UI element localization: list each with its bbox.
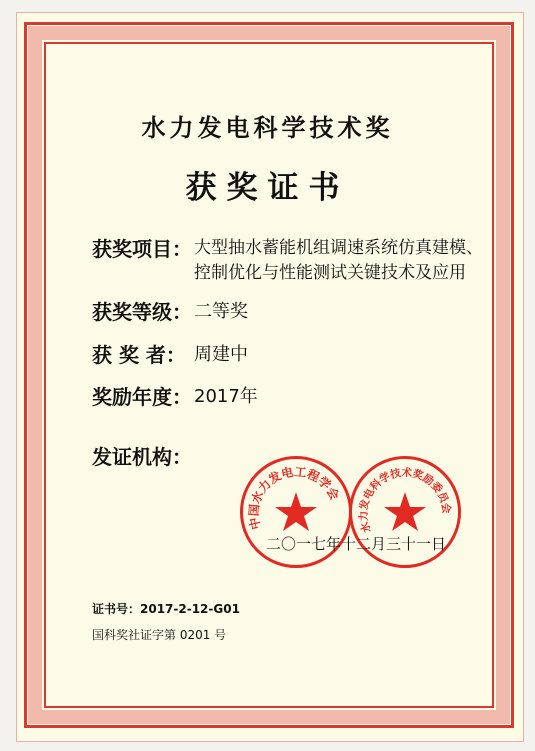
seal-1-text: 中国水力发电工程学会 — [246, 464, 342, 531]
winner-value: 周建中 — [194, 344, 248, 365]
certificate-number: 证书号：2017-2-12-G01 — [92, 602, 240, 616]
issuer-row — [92, 441, 192, 470]
certificate-heading: 获奖证书 — [185, 170, 350, 206]
winner-label: 获 奖 者： — [92, 343, 186, 367]
level-label: 获奖等级： — [92, 300, 192, 324]
award-title: 水力发电科学技术奖 — [141, 113, 394, 142]
project-label: 获奖项目： — [92, 237, 192, 261]
seal-2-text: 水力发电科学技术奖励委员会 — [357, 466, 453, 535]
winner-row — [92, 339, 248, 368]
year-row — [92, 381, 258, 410]
issuer-label: 发证机构： — [92, 445, 192, 469]
issue-date: 二〇一七年十二月三十一日 — [266, 535, 447, 553]
level-row — [92, 296, 248, 325]
project-value-line1: 大型抽水蓄能机组调速系统仿真建模、 — [194, 238, 483, 258]
level-value: 二等奖 — [194, 301, 248, 322]
project-value-line2: 控制优化与性能测试关键技术及应用 — [194, 263, 466, 283]
year-label: 奖励年度： — [92, 385, 192, 409]
project-row — [92, 233, 483, 283]
registration-number: 国科奖社证字第 0201 号 — [92, 628, 227, 642]
year-value: 2017年 — [194, 386, 258, 407]
